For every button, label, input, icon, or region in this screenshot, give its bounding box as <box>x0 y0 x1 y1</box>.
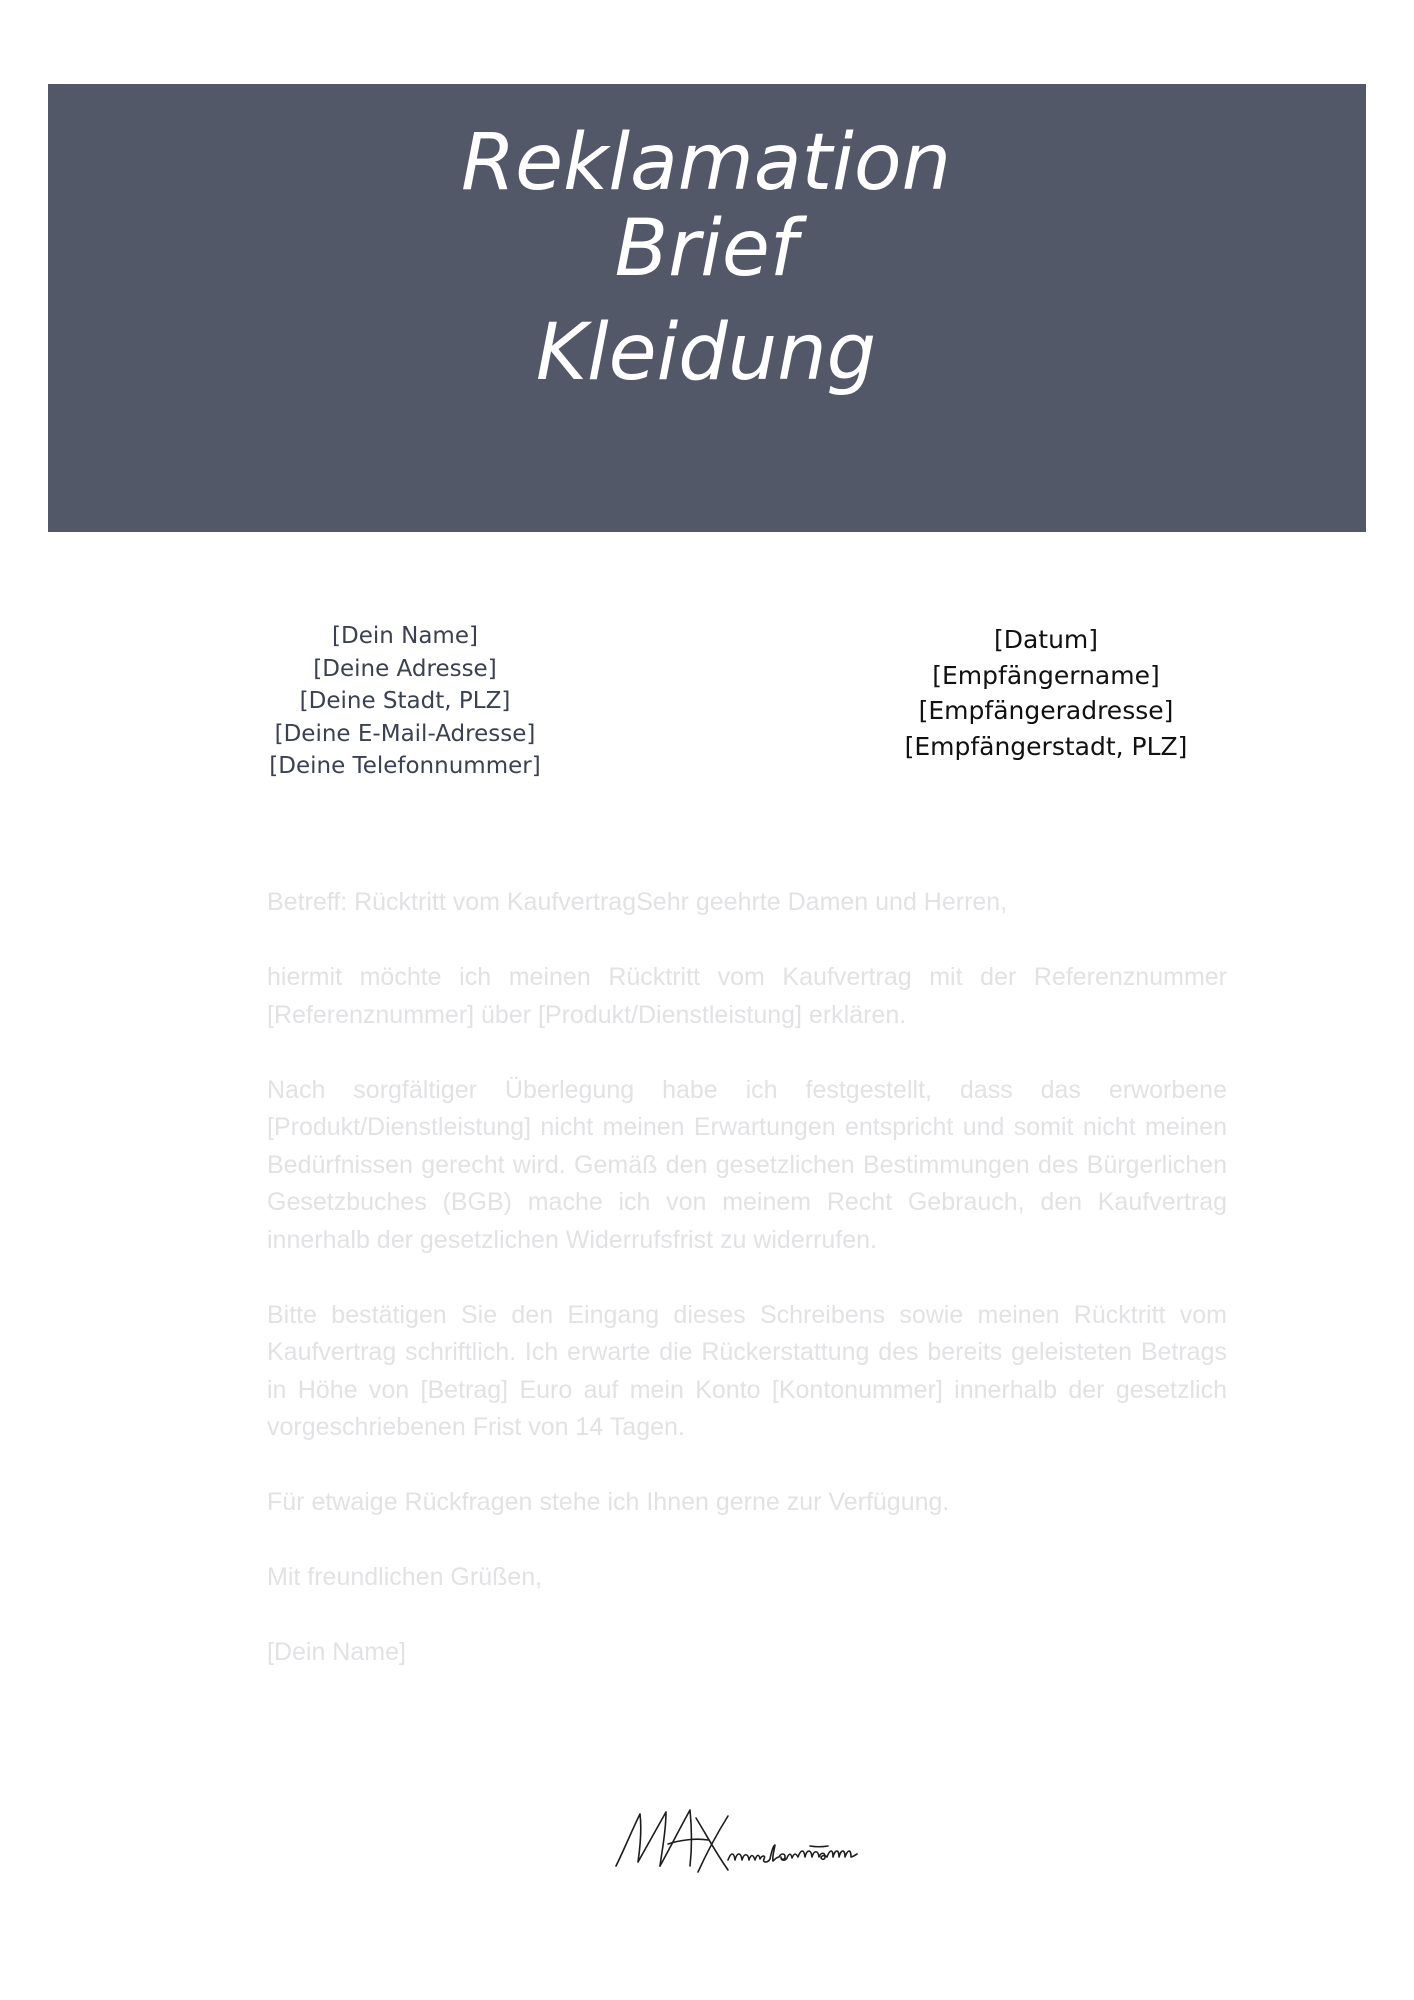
recipient-name: [Empfängername] <box>932 660 1160 690</box>
title-line-kleidung: Kleidung <box>535 308 877 398</box>
signoff-name: [Dein Name] <box>267 1638 406 1666</box>
paragraph-request: Bitte bestätigen Sie den Eingang dieses Schreibens sowie meinen Rücktritt vom Kaufvertrag schriftlich. Ich erwarte die Rückerstattung des bereits geleisteten Betrags in Höhe von [Betrag] Euro auf mein Konto [Kontonummer] innerhalb der gesetzlich vorgeschriebenen Frist von 14 Tagen. <box>267 1300 1227 1441</box>
sender-city: [Deine Stadt, PLZ] <box>299 688 511 714</box>
header-banner <box>48 84 1366 532</box>
recipient-city: [Empfängerstadt, PLZ] <box>904 731 1188 761</box>
subject-line: Betreff: Rücktritt vom KaufvertragSehr geehrte Damen und Herren, <box>267 888 1008 916</box>
letter-body <box>267 884 1227 1672</box>
paragraph-contact: Für etwaige Rückfragen stehe ich Ihnen gerne zur Verfügung. <box>267 1488 950 1516</box>
title-line-reklamation: Reklamation <box>460 118 951 208</box>
handwritten-signature <box>610 1800 930 1890</box>
title-line-brief: Brief <box>614 204 798 294</box>
recipient-address-block <box>846 622 1246 764</box>
sender-email: [Deine E-Mail-Adresse] <box>274 720 536 747</box>
letter-date: [Datum] <box>993 625 1099 654</box>
paragraph-reason: Nach sorgfältiger Überlegung habe ich festgestellt, dass das erworbene [Produkt/Dienstleistung] nicht meinen Erwartungen entspricht und somit nicht meinen Bedürfnissen gerecht wird. Gemäß den gesetzlichen Bestimmungen des Bürgerlichen Gesetzbuches (BGB) mache ich von meinem Recht Gebrauch, den Kaufvertrag innerhalb der gesetzlichen Widerrufsfrist zu widerrufen. <box>267 1075 1227 1254</box>
sender-address-block <box>205 620 605 783</box>
paragraph-intro: hiermit möchte ich meinen Rücktritt vom Kaufvertrag mit der Referenznummer [Referenznummer] über [Produkt/Dienstleistung] erklären. <box>267 963 1227 1029</box>
recipient-address: [Empfängeradresse] <box>918 696 1174 725</box>
sender-address: [Deine Adresse] <box>313 655 497 682</box>
sender-name: [Dein Name] <box>332 623 478 649</box>
sender-phone: [Deine Telefonnummer] <box>269 753 541 779</box>
closing-greeting: Mit freundlichen Grüßen, <box>267 1563 543 1591</box>
